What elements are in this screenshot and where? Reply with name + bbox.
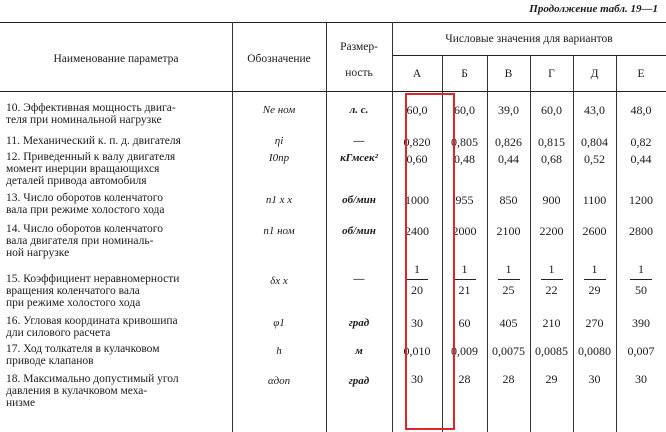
row-value: 60 <box>458 316 471 330</box>
row-value: 210 <box>542 316 561 330</box>
row-name: 14. Число оборотов коленчатого вала двигателя при номиналь- ной нагрузке <box>6 223 163 259</box>
fraction-denominator: 20 <box>411 283 423 297</box>
row-unit: л. с. <box>349 104 369 116</box>
row-value: 390 <box>632 316 650 330</box>
row-value: 0,44 <box>498 152 519 166</box>
row-name: 17. Ход толкателя в кулачковом приводе клапанов <box>6 343 160 367</box>
row-value: 0,805 <box>451 135 478 149</box>
variant-header: В <box>504 68 513 80</box>
row-value: 0,815 <box>538 135 565 149</box>
fraction-bar <box>630 279 652 280</box>
row-value: 30 <box>411 372 423 386</box>
row-symbol: δх х <box>270 275 288 287</box>
row-value: 48,0 <box>630 103 652 117</box>
fraction-denominator: 50 <box>635 283 647 297</box>
row-unit: град <box>348 375 370 387</box>
fraction-value <box>487 262 530 297</box>
unit-column-header-line2: ность <box>345 67 373 79</box>
variants-header-rule <box>392 55 666 56</box>
row-symbol: I0пр <box>268 152 290 164</box>
row-value: 0,68 <box>541 152 562 166</box>
fraction-denominator: 25 <box>502 283 515 297</box>
fraction-numerator: 1 <box>461 262 468 276</box>
row-value: 1100 <box>582 193 607 207</box>
fraction-bar <box>454 279 476 280</box>
variant-header: Д <box>590 68 599 80</box>
header-bottom-rule <box>0 91 666 92</box>
row-value: 2400 <box>405 224 429 238</box>
row-value: 60,0 <box>454 103 475 117</box>
fraction-numerator: 1 <box>548 262 555 276</box>
row-value: 0,804 <box>581 135 608 149</box>
row-unit: м <box>355 345 363 357</box>
row-value: 1000 <box>405 193 429 207</box>
row-value: 0,820 <box>403 135 431 149</box>
row-value: 2100 <box>496 224 521 238</box>
variant-header: А <box>412 68 422 80</box>
row-value: 900 <box>542 193 561 207</box>
row-symbol: h <box>276 345 282 357</box>
row-value: 0,0075 <box>492 344 525 358</box>
row-unit: об/мин <box>342 225 376 237</box>
fraction-bar <box>541 279 563 280</box>
row-name: 16. Угловая координата кривошипа дли силового расчета <box>6 315 178 339</box>
table-caption: Продолжение табл. 19—1 <box>529 3 658 15</box>
row-value: 30 <box>588 372 601 386</box>
row-symbol: ηi <box>274 135 284 147</box>
row-value: 2600 <box>582 224 607 238</box>
row-value: 270 <box>585 316 604 330</box>
row-symbol: Nе ном <box>262 104 296 116</box>
row-name: 15. Коэффициент неравномерности вращения коленчатого вала при режиме холостого хода <box>6 273 180 309</box>
row-value: 1200 <box>629 193 653 207</box>
row-value: 60,0 <box>541 103 562 117</box>
row-name: 12. Приведенный к валу двигателя момент инерции вращающихся деталей привода автомобиля <box>6 151 176 187</box>
row-value: 0,82 <box>630 135 652 149</box>
row-value: 0,826 <box>495 135 522 149</box>
symbol-column-header: Обозначение <box>247 53 311 65</box>
row-value: 30 <box>411 316 423 330</box>
fraction-denominator: 21 <box>458 283 471 297</box>
row-unit: град <box>348 317 370 329</box>
fraction-bar <box>498 279 520 280</box>
row-symbol: n1 ном <box>263 225 295 237</box>
fraction-bar <box>584 279 606 280</box>
row-value: 39,0 <box>498 103 519 117</box>
row-name: 11. Механический к. п. д. двигателя <box>6 135 181 147</box>
fraction-value <box>530 262 573 297</box>
row-symbol: αдоп <box>267 375 291 387</box>
fraction-denominator: 29 <box>588 283 601 297</box>
row-value: 0,0080 <box>578 344 611 358</box>
row-unit: — <box>353 273 365 285</box>
row-value: 30 <box>635 372 647 386</box>
row-symbol: φ1 <box>273 317 285 329</box>
row-value: 0,44 <box>630 152 652 166</box>
row-symbol: n1 х х <box>265 194 293 206</box>
row-value: 0,010 <box>403 344 431 358</box>
fraction-denominator: 22 <box>545 283 558 297</box>
row-name: 10. Эффективная мощность двига- теля при номинальной нагрузке <box>6 102 176 126</box>
row-value: 405 <box>499 316 518 330</box>
row-value: 60,0 <box>406 103 428 117</box>
variant-header: Б <box>461 68 468 80</box>
row-value: 0,007 <box>627 344 655 358</box>
row-unit: об/мин <box>342 194 376 206</box>
table-top-rule <box>0 22 666 23</box>
row-value: 28 <box>502 372 515 386</box>
fraction-value <box>573 262 616 297</box>
fraction-numerator: 1 <box>591 262 598 276</box>
name-column-header: Наименование параметра <box>53 53 179 65</box>
fraction-numerator: 1 <box>638 262 644 276</box>
row-value: 955 <box>455 193 474 207</box>
column-a-highlight-box <box>405 93 455 430</box>
row-value: 0,009 <box>451 344 478 358</box>
values-column-header: Числовые значения для вариантов <box>445 33 613 45</box>
unit-column-header-line1: Размер- <box>340 41 378 53</box>
row-value: 0,52 <box>584 152 605 166</box>
row-value: 2800 <box>629 224 653 238</box>
row-value: 29 <box>545 372 558 386</box>
fraction-value <box>616 262 666 297</box>
row-value: 0,48 <box>454 152 475 166</box>
row-value: 2000 <box>452 224 477 238</box>
fraction-numerator: 1 <box>505 262 512 276</box>
variant-header: Е <box>637 68 645 80</box>
row-name: 13. Число оборотов коленчатого вала при режиме холостого хода <box>6 192 165 216</box>
row-unit: кГмсек² <box>340 152 378 164</box>
row-value: 28 <box>458 372 471 386</box>
variant-header: Г <box>548 68 555 80</box>
row-value: 0,0085 <box>535 344 568 358</box>
row-value: 0,60 <box>406 152 428 166</box>
row-value: 43,0 <box>584 103 605 117</box>
fraction-numerator: 1 <box>414 262 420 276</box>
row-value: 850 <box>499 193 518 207</box>
row-name: 18. Максимально допустимый угол давления в кулачковом меха- низме <box>6 373 179 409</box>
row-unit: — <box>353 135 365 147</box>
row-value: 2200 <box>539 224 564 238</box>
